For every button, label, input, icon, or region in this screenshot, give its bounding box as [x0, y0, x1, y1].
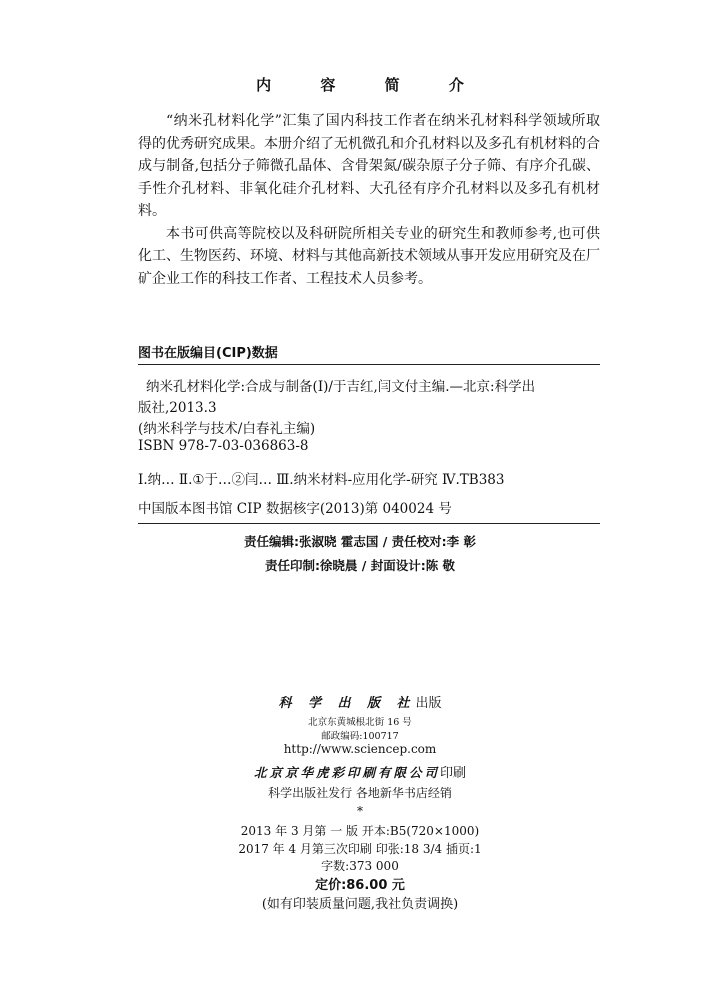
- price: 定价:86.00 元: [315, 878, 405, 893]
- printing-line: 2017 年 4 月第三次印刷 印张:18 3/4 插页:1: [238, 842, 482, 856]
- cip-line-series: (纳米科学与技术/白春礼主编): [138, 421, 316, 437]
- publisher-name: 科 学 出 版 社: [278, 696, 416, 711]
- edition-line: 2013 年 3 月第 一 版 开本:B5(720×1000): [240, 824, 480, 838]
- publisher-url: http://www.sciencep.com: [283, 742, 437, 756]
- cip-line-title: 纳米孔材料化学:合成与制备(Ⅰ)/于吉红,闫文付主编.—北京:科学出: [146, 379, 536, 395]
- cip-line-publisher: 版社,2013.3: [138, 400, 217, 416]
- summary-paragraph-1: “纳米孔材料化学”汇集了国内科技工作者在纳米孔材料科学领域所取得的优秀研究成果。本册介绍了无机微孔和介孔材料以及多孔有机材料的合成与制备,包括分子筛微孔晶体、含骨架氮/碳杂原子分子筛、有序介孔碳、手性介孔材料、非氧化硅介孔材料、大孔径有序介孔材料以及多孔有机材料。: [138, 113, 600, 219]
- credits-printing: 责任印制:徐晓晨 / 封面设计:陈 敬: [264, 558, 456, 573]
- printer-suffix: 印刷: [440, 766, 467, 781]
- printer-name: 北京京华虎彩印刷有限公司: [253, 765, 440, 780]
- credits-editors: 责任编辑:张淑晓 霍志国 / 责任校对:李 彰: [244, 534, 476, 549]
- cip-line-isbn: ISBN 978-7-03-036863-8: [138, 438, 309, 454]
- publisher-line: [0, 692, 720, 711]
- printer-line: [0, 762, 720, 781]
- separator-asterisk: *: [357, 804, 363, 818]
- quality-note: (如有印装质量问题,我社负责调换): [261, 897, 459, 912]
- cip-data-box: [138, 364, 600, 524]
- publisher-postcode: 邮政编码:100717: [321, 731, 399, 742]
- page-title: 内 容 简 介: [256, 76, 486, 94]
- summary-paragraph-2: 本书可供高等院校以及科研院所相关专业的研究生和教师参考,也可供化工、生物医药、环境、材料与其他高新技术领域从事开发应用研究及在厂矿企业工作的科技工作者、工程技术人员参考。: [138, 225, 600, 287]
- content-summary: [138, 110, 600, 290]
- publisher-suffix: 出版: [415, 696, 442, 711]
- word-count: 字数:373 000: [321, 859, 399, 873]
- cip-line-classification: Ⅰ.纳… Ⅱ.①于…②闫… Ⅲ.纳米材料-应用化学-研究 Ⅳ.TB383: [138, 472, 505, 488]
- distribution-line: 科学出版社发行 各地新华书店经销: [268, 786, 452, 800]
- cip-line-cip-number: 中国版本图书馆 CIP 数据核字(2013)第 040024 号: [138, 501, 452, 517]
- cip-heading: 图书在版编目(CIP)数据: [138, 346, 278, 361]
- publisher-address: 北京东黄城根北街 16 号: [308, 717, 412, 728]
